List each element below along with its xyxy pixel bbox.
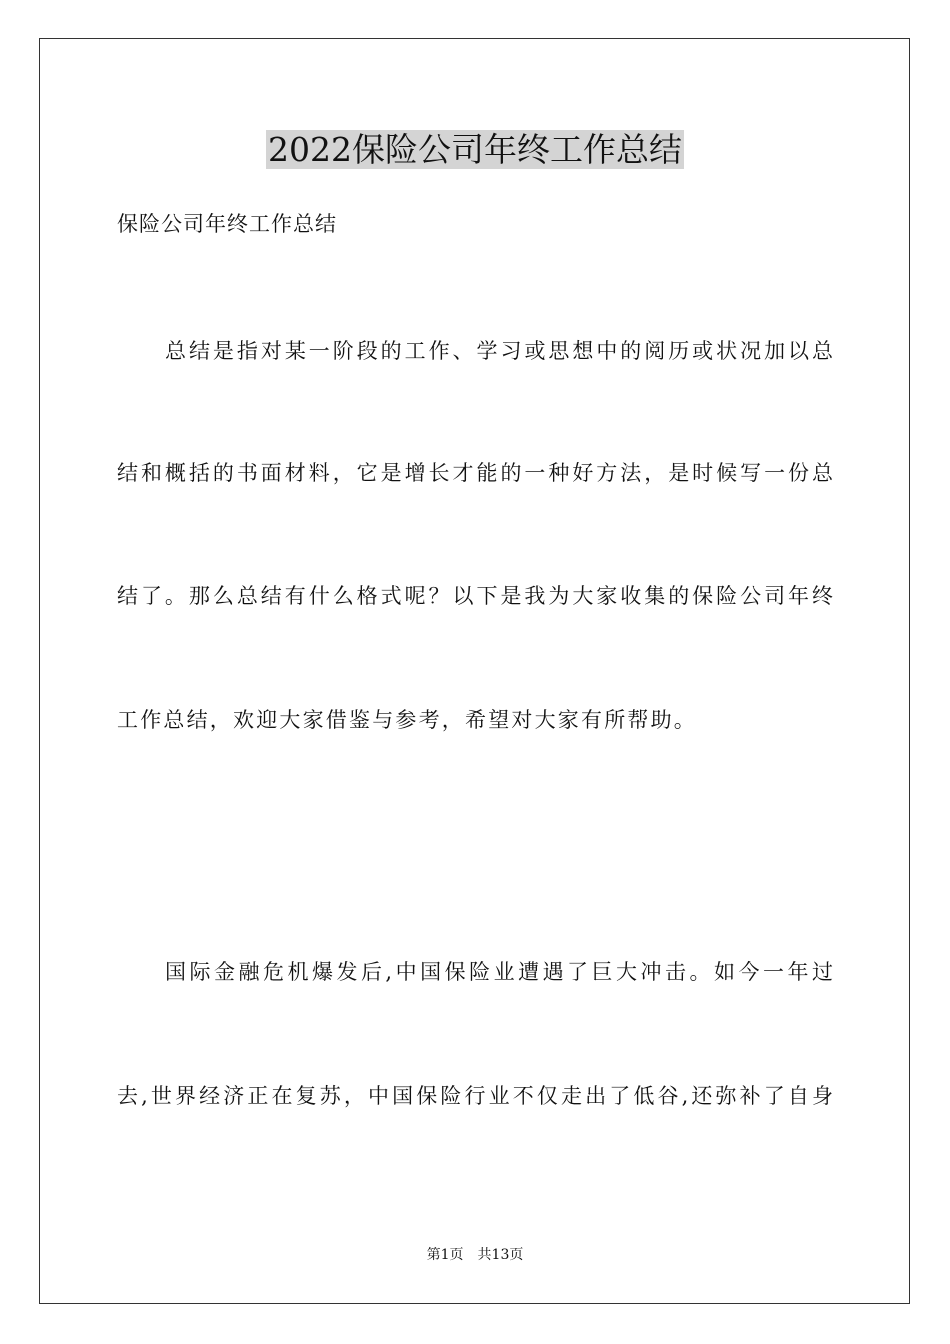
page-footer: [0, 1245, 950, 1265]
paragraph-line: 结和概括的书面材料，它是增长才能的一种好方法，是时候写一份总: [117, 461, 833, 485]
document-title: [0, 128, 950, 172]
page-number: 第1页: [426, 1247, 464, 1263]
paragraph-line: 去,世界经济正在复苏，中国保险行业不仅走出了低谷,还弥补了自身: [117, 1084, 833, 1108]
paragraph-line: 结了。那么总结有什么格式呢？以下是我为大家收集的保险公司年终: [117, 584, 833, 608]
paragraph-line: 总结是指对某一阶段的工作、学习或思想中的阅历或状况加以总: [165, 339, 833, 363]
paragraph-line: 工作总结，欢迎大家借鉴与参考，希望对大家有所帮助。: [117, 708, 697, 732]
page-total: 共13页: [477, 1247, 524, 1263]
paragraph-line: 国际金融危机爆发后,中国保险业遭遇了巨大冲击。如今一年过: [165, 960, 833, 984]
document-subtitle: 保险公司年终工作总结: [117, 212, 337, 236]
document-title-text: 2022保险公司年终工作总结: [268, 130, 682, 169]
